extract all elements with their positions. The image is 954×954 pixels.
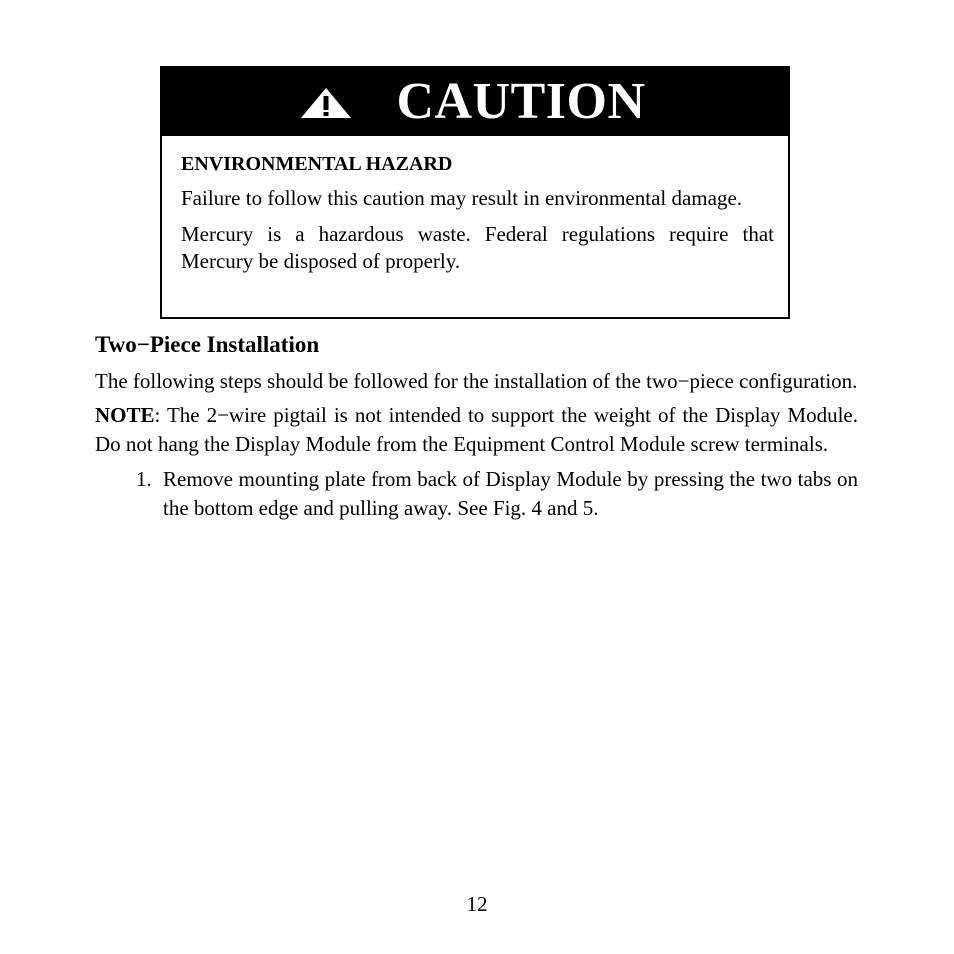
step-number: 1. (136, 467, 152, 491)
caution-paragraph-2: Mercury is a hazardous waste. Federal regulations require that Mercury be disposed of properly. (181, 222, 774, 273)
page-number: 12 (466, 892, 488, 916)
hazard-title: ENVIRONMENTAL HAZARD (181, 153, 453, 175)
section-body (95, 367, 858, 523)
note-label: NOTE (95, 403, 155, 427)
caution-paragraph-1: Failure to follow this caution may result in environmental damage. (181, 186, 743, 210)
note-paragraph (95, 401, 858, 459)
section-heading: Two−Piece Installation (95, 332, 320, 357)
caution-header (162, 68, 788, 136)
note-text: : The 2−wire pigtail is not intended to support the weight of the Display Module. Do not hang the Display Module from the Equipment Control Module screw terminals. (95, 403, 858, 456)
caution-body (162, 136, 788, 275)
step-item (136, 465, 858, 523)
step-text: Remove mounting plate from back of Display Module by pressing the two tabs on the bottom edge and pulling away. See Fig. 4 and 5. (163, 467, 858, 520)
caution-box (160, 66, 790, 319)
caution-title: CAUTION (396, 73, 646, 130)
warning-triangle-icon (300, 87, 352, 119)
intro-paragraph: The following steps should be followed for the installation of the two−piece configuration. (95, 369, 858, 393)
